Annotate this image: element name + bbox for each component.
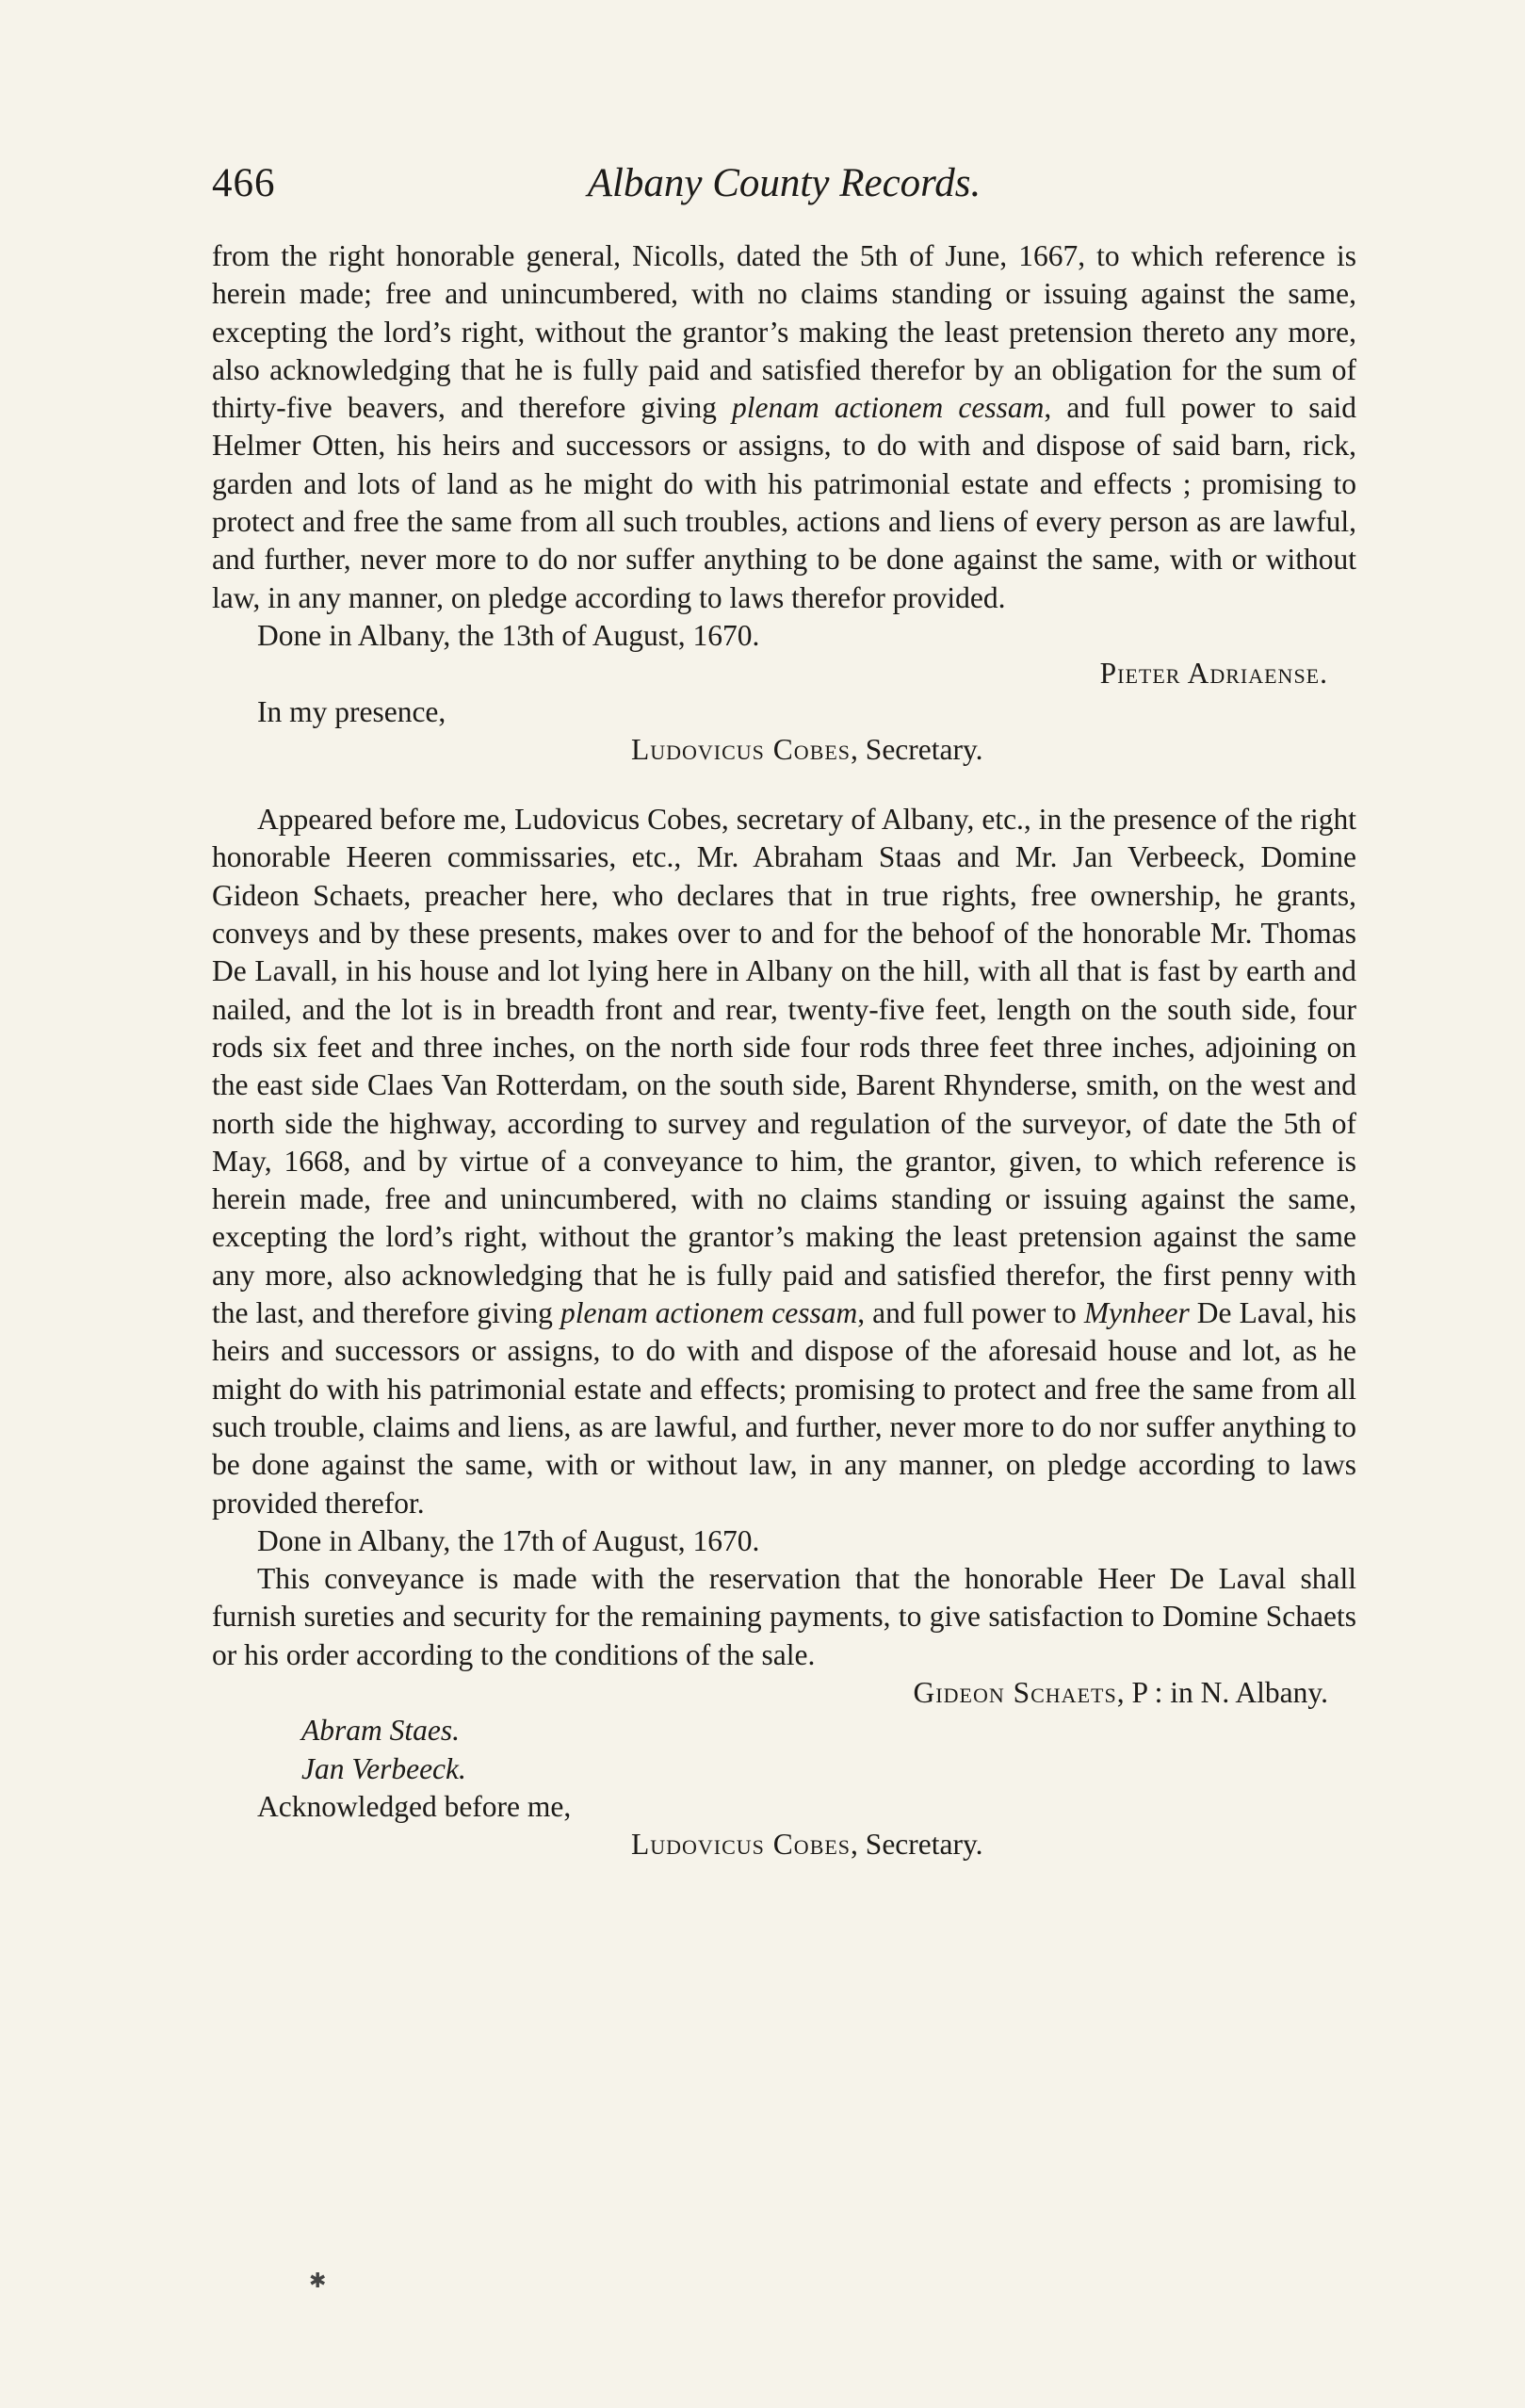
- running-title: Albany County Records.: [587, 161, 982, 205]
- secretary-signature: [212, 1826, 1356, 1863]
- page-content: [212, 160, 1356, 1863]
- paragraph-text: , and full power to: [857, 1296, 1084, 1330]
- presence-line: In my presence,: [257, 694, 446, 728]
- secretary-title: , Secretary.: [851, 732, 983, 766]
- signature-pieter-adriaense: Pieter Adriaense.: [1099, 657, 1328, 691]
- latin-phrase: plenam actionem cessam: [731, 391, 1045, 425]
- latin-phrase: plenam actionem cessam: [560, 1296, 858, 1330]
- signature-gideon-schaets: [212, 1674, 1356, 1712]
- printer-mark: ✱: [309, 2269, 327, 2292]
- secretary-name: Ludovicus Cobes: [631, 732, 852, 766]
- signer-name: Gideon Schaets: [913, 1675, 1117, 1709]
- paragraph-conveyance-de-lavall: [212, 801, 1356, 1522]
- page-number: 466: [212, 161, 276, 205]
- dated-line: Done in Albany, the 17th of August, 1670.: [257, 1523, 760, 1557]
- paragraph-text: Appeared before me, Ludovicus Cobes, secretary of Albany, etc., in the presence of the right honorable Heeren commissaries, etc., Mr. Abraham Staas and Mr. Jan Verbeeck, Domine Gideon Schaets, preacher here, who declares that in true rights, free ownership, he grants, conveys and by these presents, makes over to and for the behoof of the honorable Mr. Thomas De Lavall, in his house and lot lying here in Albany on the hill, with all that is fast by earth and nailed, and the lot is in breadth front and rear, twenty-five feet, length on the south side, four rods six feet and three inches, on the north side four rods three feet three inches, adjoining on the east side Claes Van Rotterdam, on the south side, Barent Rhynderse, smith, on the west and north side the highway, according to survey and regulation of the surveyor, of date the 5th of May, 1668, and by virtue of a conveyance to him, the grantor, given, to which reference is herein made, free and unincumbered, with no claims standing or issuing against the same, excepting the lord’s right, without the grantor’s making the least pretension against the same any more, also acknowledging that he is fully paid and satisfied therefor, the first penny with the last, and therefore giving: [212, 803, 1356, 1330]
- paragraph-reservation: This conveyance is made with the reservation that the honorable Heer De Laval shall furnish sureties and security for the remaining payments, to give satisfaction to Domine Schaets or his order according to the conditions of the sale.: [212, 1562, 1356, 1671]
- dated-line: Done in Albany, the 13th of August, 1670.: [257, 618, 760, 652]
- signer-place: , P : in N. Albany.: [1116, 1675, 1328, 1709]
- witness-abram-staes: Abram Staes.: [301, 1714, 460, 1748]
- page-header: [212, 160, 1356, 217]
- paragraph-conveyance-otten: [212, 237, 1356, 617]
- secretary-name: Ludovicus Cobes: [631, 1828, 852, 1862]
- acknowledged-line: Acknowledged before me,: [257, 1789, 572, 1823]
- witness-jan-verbeeck: Jan Verbeeck.: [301, 1751, 466, 1785]
- title-mynheer: Mynheer: [1083, 1296, 1190, 1330]
- paragraph-text: , and full power to said Helmer Otten, his heirs and successors or assigns, to do with and dispose of said barn, rick, garden and lots of land as he might do with his patrimonial estate and effects ; promising to protect and free the same from all such troubles, actions and liens of every person as are lawful, and further, never more to do nor suffer anything to be done against the same, with or without law, in any manner, on pledge according to laws therefor provided.: [212, 391, 1356, 614]
- paragraph-text: De Laval, his heirs and successors or assigns, to do with and dispose of the aforesaid house and lot, as he might do with his patrimonial estate and effects; promising to protect and free the same from all such trouble, claims and liens, as are lawful, and further, never more to do nor suffer anything to be done against the same, with or without law, in any manner, on pledge according to laws provided therefor.: [212, 1296, 1356, 1520]
- secretary-title: , Secretary.: [851, 1828, 983, 1862]
- paragraph-text: from the right honorable general, Nicolls, dated the 5th of June, 1667, to which reference is herein made; free and unincumbered, with no claims standing or issuing against the same, excepting the lord’s right, without the grantor’s making the least pretension thereto any more, also acknowledging that he is fully paid and satisfied therefor by an obligation for the sum of thirty-five beavers, and therefore giving: [212, 239, 1356, 425]
- secretary-signature: [212, 731, 1356, 769]
